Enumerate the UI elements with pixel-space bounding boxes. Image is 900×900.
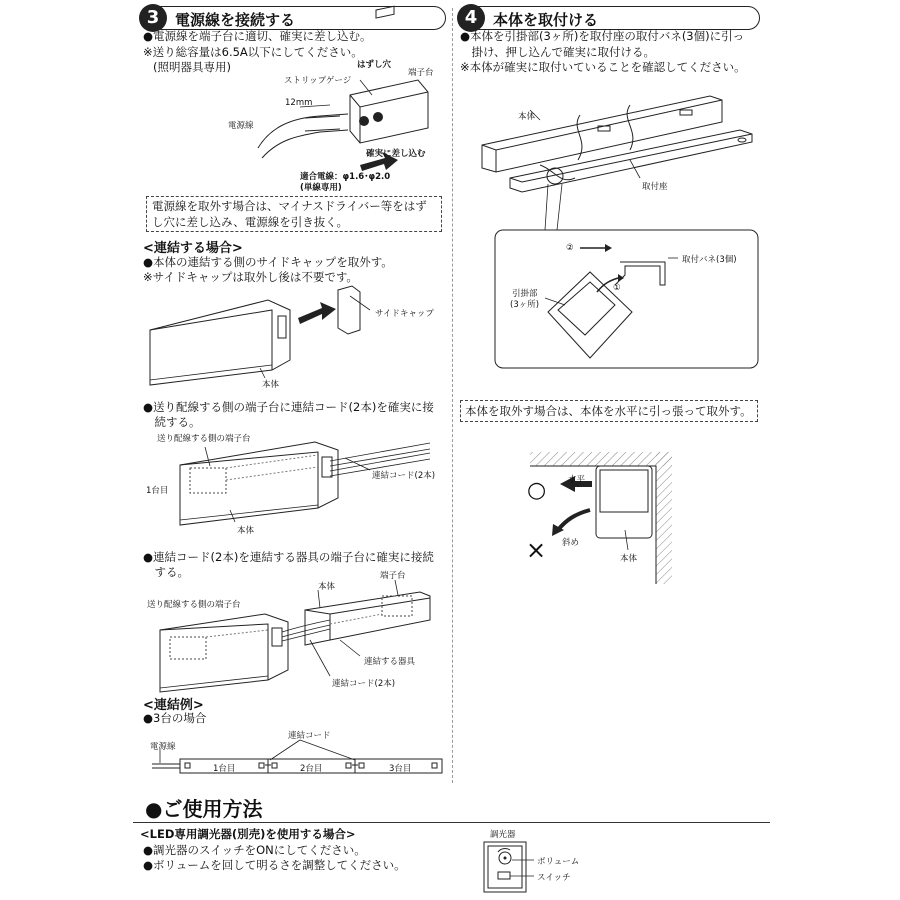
section-3-title: 電源線を接続する bbox=[175, 11, 296, 29]
example-case: ●3台の場合 bbox=[143, 711, 207, 725]
label-dimmer: 調光器 bbox=[490, 830, 516, 840]
connect-step2-line2: 続する。 bbox=[143, 415, 201, 429]
section-4-title: 本体を取付ける bbox=[493, 11, 599, 29]
connect-heading: <連結する場合> bbox=[143, 241, 243, 256]
connect-step3-line1: ●連結コード(2本)を連結する器具の端子台に確実に接続 bbox=[143, 550, 434, 564]
label-spec2: (単線専用) bbox=[300, 183, 342, 193]
section-4-number: 4 bbox=[457, 4, 485, 32]
label-horizontal: 水平 bbox=[568, 475, 586, 485]
label-strip-gauge: ストリップゲージ bbox=[284, 76, 352, 86]
label-sec4-body: 本体 bbox=[518, 112, 536, 122]
remove-body-note: 本体を取外す場合は、本体を水平に引っ張って取外す。 bbox=[465, 404, 752, 418]
sec4-line2: 掛け、押し込んで確実に取付ける。 bbox=[460, 45, 656, 59]
label-switch: スイッチ bbox=[537, 873, 571, 883]
label-first-unit: 1台目 bbox=[146, 486, 169, 496]
example-unit-2: 2台目 bbox=[300, 764, 323, 774]
label-body-3: 本体 bbox=[318, 582, 336, 592]
label-body-2: 本体 bbox=[237, 526, 255, 536]
remove-note-line2: し穴に差し込み、電源線を引き抜く。 bbox=[152, 215, 348, 229]
label-removal-body: 本体 bbox=[620, 554, 638, 564]
label-hook1: 引掛部 bbox=[512, 289, 538, 299]
label-body-1: 本体 bbox=[262, 380, 280, 390]
ng-mark: × bbox=[526, 536, 547, 564]
label-hook2: (3ヶ所) bbox=[510, 300, 540, 310]
label-target-fixture: 連結する器具 bbox=[364, 657, 416, 667]
label-12mm: 12mm bbox=[285, 98, 313, 108]
connect-line1: ●本体の連結する側のサイドキャップを取外す。 bbox=[143, 255, 393, 269]
label-cord2: 連結コード(2本) bbox=[372, 471, 436, 481]
usage-line2: ●ボリュームを回して明るさを調整してください。 bbox=[143, 858, 406, 872]
label-spec1: 適合電線：φ1.6･φ2.0 bbox=[300, 172, 391, 182]
ok-mark: ○ bbox=[527, 478, 547, 503]
label-cord3: 連結コード(2本) bbox=[332, 679, 396, 689]
sec3-line2: ※送り総容量は6.5A以下にしてください。 bbox=[143, 45, 363, 59]
remove-note-line1: 電源線を取外す場合は、マイナスドライバー等をはず bbox=[152, 199, 427, 213]
label-insert: 確実に差し込む bbox=[366, 149, 426, 159]
label-feed-terminal-3: 送り配線する側の端子台 bbox=[147, 600, 241, 610]
usage-title: ●ご使用方法 bbox=[145, 797, 263, 821]
label-example-cord: 連結コード bbox=[288, 731, 331, 741]
label-step2: ② bbox=[566, 243, 574, 253]
label-example-power: 電源線 bbox=[150, 742, 176, 752]
label-volume: ボリューム bbox=[537, 857, 580, 867]
sec4-line1: ●本体を引掛部(3ヶ所)を取付座の取付バネ(3個)に引っ bbox=[460, 29, 745, 43]
sec3-line3: (照明器具専用) bbox=[153, 60, 231, 74]
example-unit-1: 1台目 bbox=[213, 764, 236, 774]
example-heading: <連結例> bbox=[143, 698, 204, 713]
label-feed-terminal: 送り配線する側の端子台 bbox=[157, 434, 251, 444]
section-3-number: 3 bbox=[139, 4, 167, 32]
label-step1: ① bbox=[613, 283, 621, 293]
label-terminal: 端子台 bbox=[408, 68, 434, 78]
connect-step2-line1: ●送り配線する側の端子台に連結コード(2本)を確実に接 bbox=[143, 400, 434, 414]
label-wire: 電源線 bbox=[228, 121, 254, 131]
sec3-line1: ●電源線を端子台に適切、確実に差し込む。 bbox=[143, 29, 372, 43]
label-terminal-3: 端子台 bbox=[380, 571, 406, 581]
usage-line1: ●調光器のスイッチをONにしてください。 bbox=[143, 843, 366, 857]
label-spring: 取付バネ(3個) bbox=[682, 255, 737, 265]
connect-step3-line2: する。 bbox=[143, 565, 189, 579]
example-unit-3: 3台目 bbox=[389, 764, 412, 774]
label-diagonal: 斜め bbox=[562, 538, 580, 548]
label-hole: はずし穴 bbox=[357, 60, 392, 70]
usage-subheading: <LED専用調光器(別売)を使用する場合> bbox=[140, 827, 356, 841]
connect-line2: ※サイドキャップは取外し後は不要です。 bbox=[143, 270, 358, 284]
label-side-cap: サイドキャップ bbox=[375, 309, 434, 319]
label-sec4-base: 取付座 bbox=[642, 182, 668, 192]
sec4-line3: ※本体が確実に取付いていることを確認してください。 bbox=[460, 60, 746, 74]
